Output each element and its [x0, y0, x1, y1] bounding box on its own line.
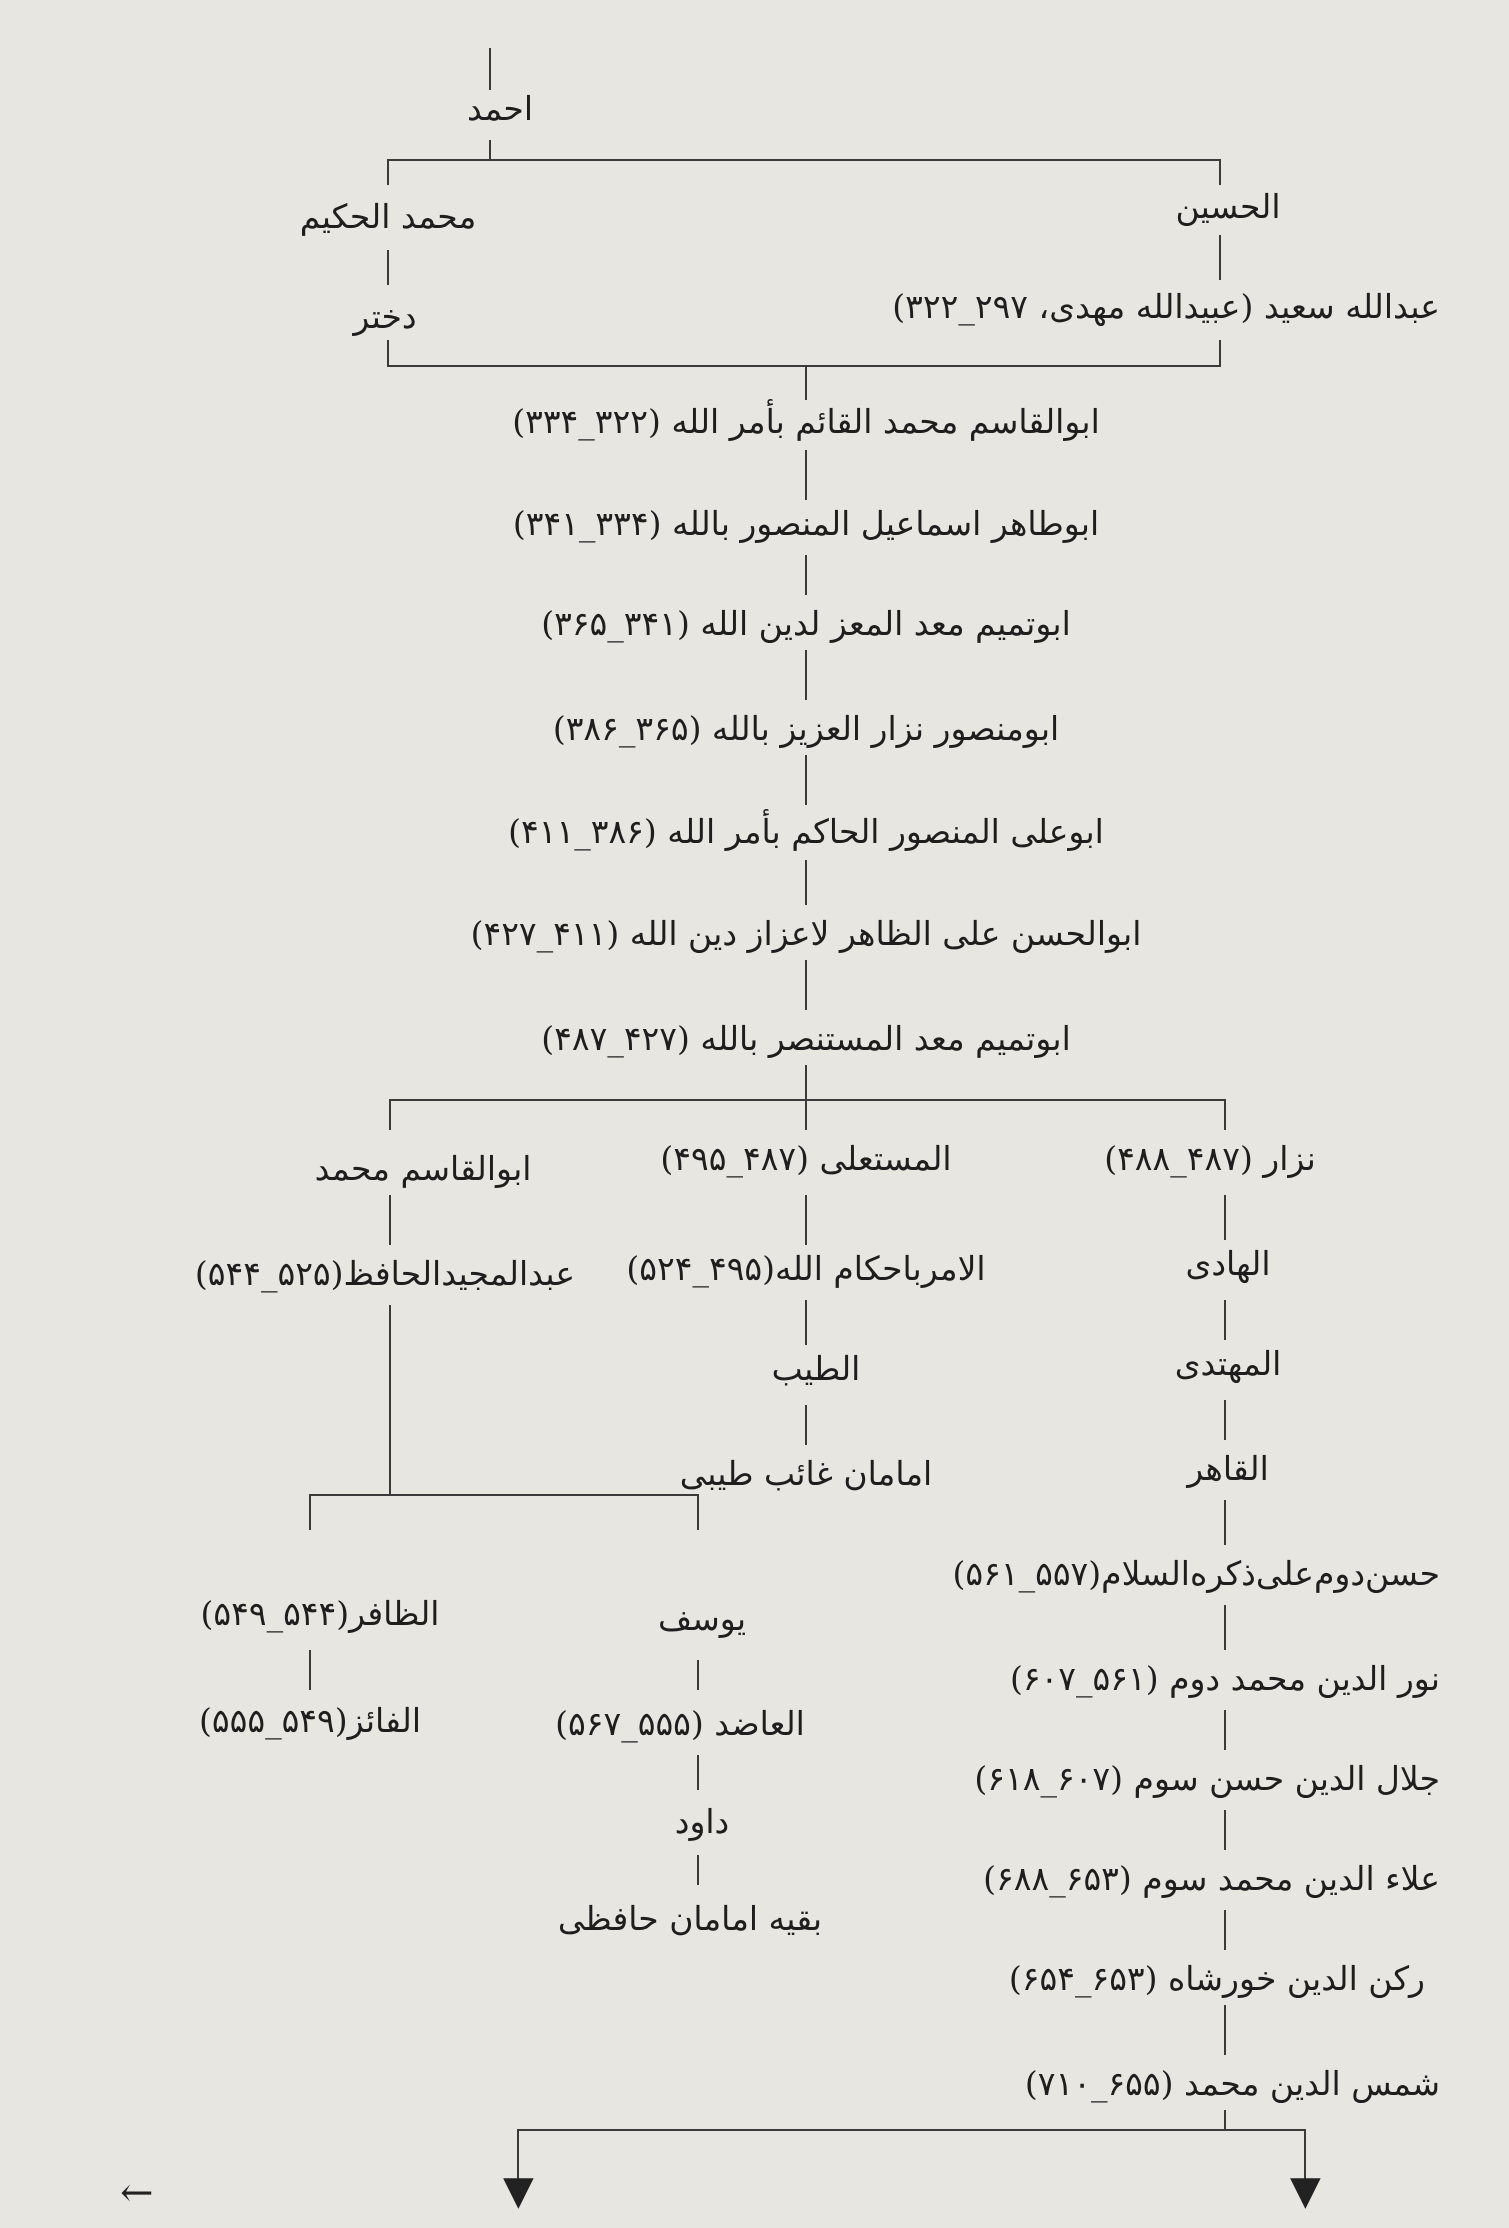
node-mustansir: ابوتمیم معد المستنصر بالله (۴۲۷_۴۸۷) — [541, 1019, 1071, 1058]
line-hafiz-bracket — [310, 1495, 698, 1530]
node-abulqasim-muhammad: ابوالقاسم محمد — [314, 1149, 532, 1188]
node-hadi: الهادی — [1185, 1244, 1271, 1283]
node-shams-al-din: شمس الدین محمد (۶۵۵_۷۱۰) — [1024, 2064, 1440, 2103]
node-abdullah-said: عبدالله سعید (عبیدالله مهدی، ۲۹۷_۳۲۲) — [892, 287, 1440, 326]
node-mansur: ابوطاهر اسماعیل المنصور بالله (۳۳۴_۳۴۱) — [512, 504, 1100, 543]
node-dokhtar: دختر — [353, 297, 417, 336]
node-adid: العاضد (۵۵۵_۵۶۷) — [555, 1704, 805, 1743]
node-hasan-dovvom: حسن‌دوم‌علی‌ذکره‌السلام(۵۵۷_۵۶۱) — [952, 1554, 1440, 1593]
line-marriage-bracket — [388, 340, 1220, 366]
node-hakim: ابوعلی المنصور الحاکم بأمر الله (۳۸۶_۴۱۱) — [508, 812, 1104, 851]
node-ala-al-din: علاء الدین محمد سوم (۶۵۳_۶۸۸) — [983, 1859, 1440, 1898]
node-jalal-al-din: جلال الدین حسن سوم (۶۰۷_۶۱۸) — [974, 1759, 1440, 1798]
node-rukn-al-din: رکن الدین خورشاه (۶۵۳_۶۵۴) — [1008, 1959, 1425, 1998]
line-ahmad-bracket — [388, 160, 1220, 185]
node-qahir: القاهر — [1187, 1449, 1269, 1488]
node-muhammad-hakim: محمد الحکیم — [299, 197, 477, 236]
node-ahmad: احمد — [467, 89, 533, 128]
node-muizz: ابوتمیم معد المعز لدین الله (۳۴۱_۳۶۵) — [541, 604, 1071, 643]
node-imaman-ghaib: امامان غائب طیبی — [679, 1454, 933, 1493]
arrow-down-left-icon: ▼ — [503, 2168, 534, 2214]
node-yusuf: یوسف — [657, 1599, 747, 1638]
node-mustali: المستعلی (۴۸۷_۴۹۵) — [660, 1139, 952, 1178]
node-zahir: ابوالحسن علی الظاهر لاعزاز دین الله (۴۱۱_۴۲۷) — [470, 914, 1142, 953]
node-aziz: ابومنصور نزار العزیز بالله (۳۶۵_۳۸۶) — [552, 709, 1060, 748]
page-turn-arrow-icon: ← — [120, 2170, 154, 2216]
node-muhtadi: المهتدی — [1174, 1344, 1282, 1383]
line-bottom-bracket — [518, 2130, 1305, 2180]
node-al-husayn: الحسين — [1175, 187, 1281, 226]
node-zafir: الظافر(۵۴۴_۵۴۹) — [200, 1594, 440, 1633]
node-qaim: ابوالقاسم محمد القائم بأمر الله (۳۲۲_۳۳۴) — [512, 402, 1100, 441]
line-split-bracket — [390, 1100, 1225, 1130]
node-amir: الامرباحکام الله(۴۹۵_۵۲۴) — [626, 1249, 986, 1288]
node-nur-al-din: نور الدین محمد دوم (۵۶۱_۶۰۷) — [1009, 1659, 1440, 1698]
node-hafiz: عبدالمجیدالحافظ(۵۲۵_۵۴۴) — [194, 1254, 576, 1293]
node-nizar: نزار (۴۸۷_۴۸۸) — [1104, 1139, 1316, 1178]
node-faiz: الفائز(۵۴۹_۵۵۵) — [199, 1701, 421, 1740]
node-baqiyye: بقیه امامان حافظی — [557, 1899, 823, 1938]
arrow-down-right-icon: ▼ — [1290, 2168, 1321, 2214]
node-davud: داود — [674, 1802, 730, 1841]
node-tayyib: الطیب — [771, 1349, 861, 1388]
